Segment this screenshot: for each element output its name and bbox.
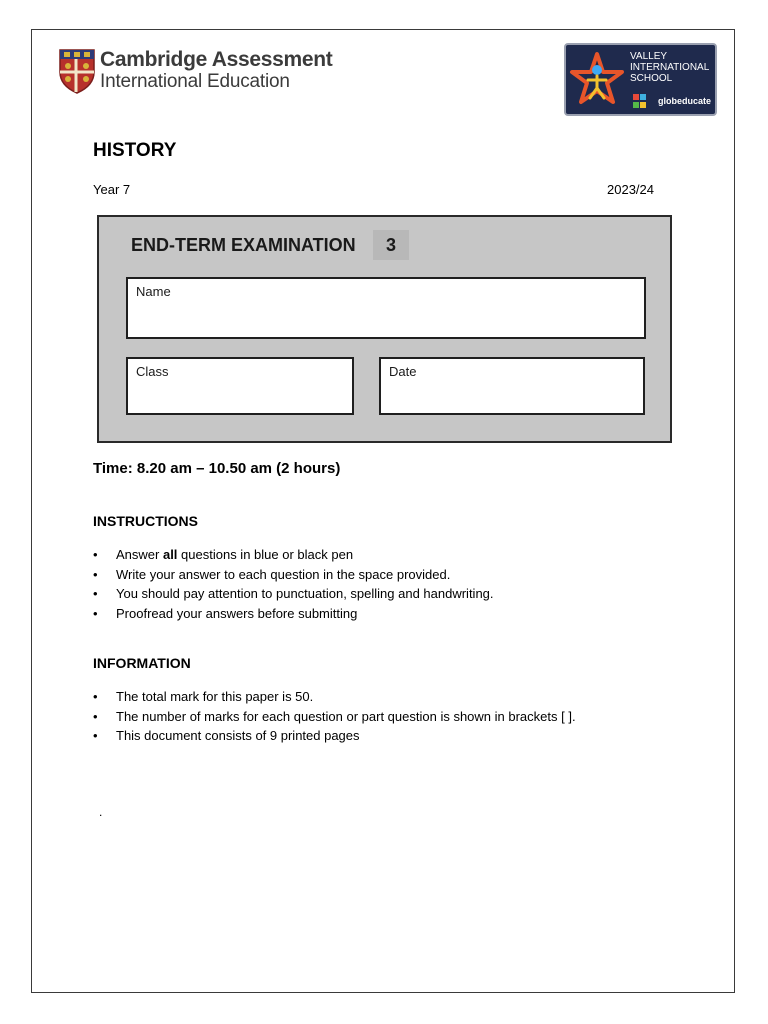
information-heading: INFORMATION	[93, 655, 191, 671]
date-label: Date	[389, 364, 417, 379]
date-field[interactable]	[379, 357, 645, 415]
list-item: • The number of marks for each question or part question is shown in brackets [ ].	[93, 707, 576, 727]
bullet-icon: •	[93, 566, 98, 582]
exam-number: 3	[373, 230, 409, 260]
class-field[interactable]	[126, 357, 354, 415]
instructions-list	[93, 545, 494, 624]
exam-title: END-TERM EXAMINATION	[131, 235, 356, 255]
bullet-icon: •	[93, 586, 98, 602]
cambridge-logo-line2: International Education	[100, 71, 290, 92]
exam-time: Time: 8.20 am – 10.50 am (2 hours)	[93, 460, 341, 477]
information-list	[93, 687, 576, 746]
bullet-icon: •	[93, 547, 98, 562]
instructions-heading: INSTRUCTIONS	[93, 513, 198, 529]
session-label: 2023/24	[607, 182, 654, 197]
list-item: • Proofread your answers before submitting	[93, 604, 494, 624]
bullet-icon: •	[93, 728, 98, 744]
cambridge-logo-line1: Cambridge Assessment	[100, 48, 333, 71]
cambridge-crest-icon	[58, 48, 96, 94]
class-label: Class	[136, 364, 169, 379]
page-border	[31, 29, 735, 993]
name-field[interactable]	[126, 277, 646, 339]
list-item: • This document consists of 9 printed pages	[93, 726, 576, 746]
star-figure-icon	[568, 50, 626, 110]
bullet-icon: •	[93, 606, 98, 622]
school-partner: globeducate	[658, 96, 712, 106]
stray-mark: .	[99, 805, 103, 819]
name-label: Name	[136, 284, 171, 299]
year-label: Year 7	[93, 182, 131, 197]
globeducate-icon	[632, 93, 654, 111]
bullet-icon: •	[93, 708, 98, 724]
list-item: • Answer all questions in blue or black pen	[93, 545, 494, 565]
school-name: VALLEY INTERNATIONAL SCHOOL	[630, 51, 709, 84]
subject-title: HISTORY	[93, 140, 177, 161]
list-item: • The total mark for this paper is 50.	[93, 687, 576, 707]
list-item: • You should pay attention to punctuation, spelling and handwriting.	[93, 584, 494, 604]
list-item: • Write your answer to each question in the space provided.	[93, 565, 494, 585]
bullet-icon: •	[93, 689, 98, 704]
